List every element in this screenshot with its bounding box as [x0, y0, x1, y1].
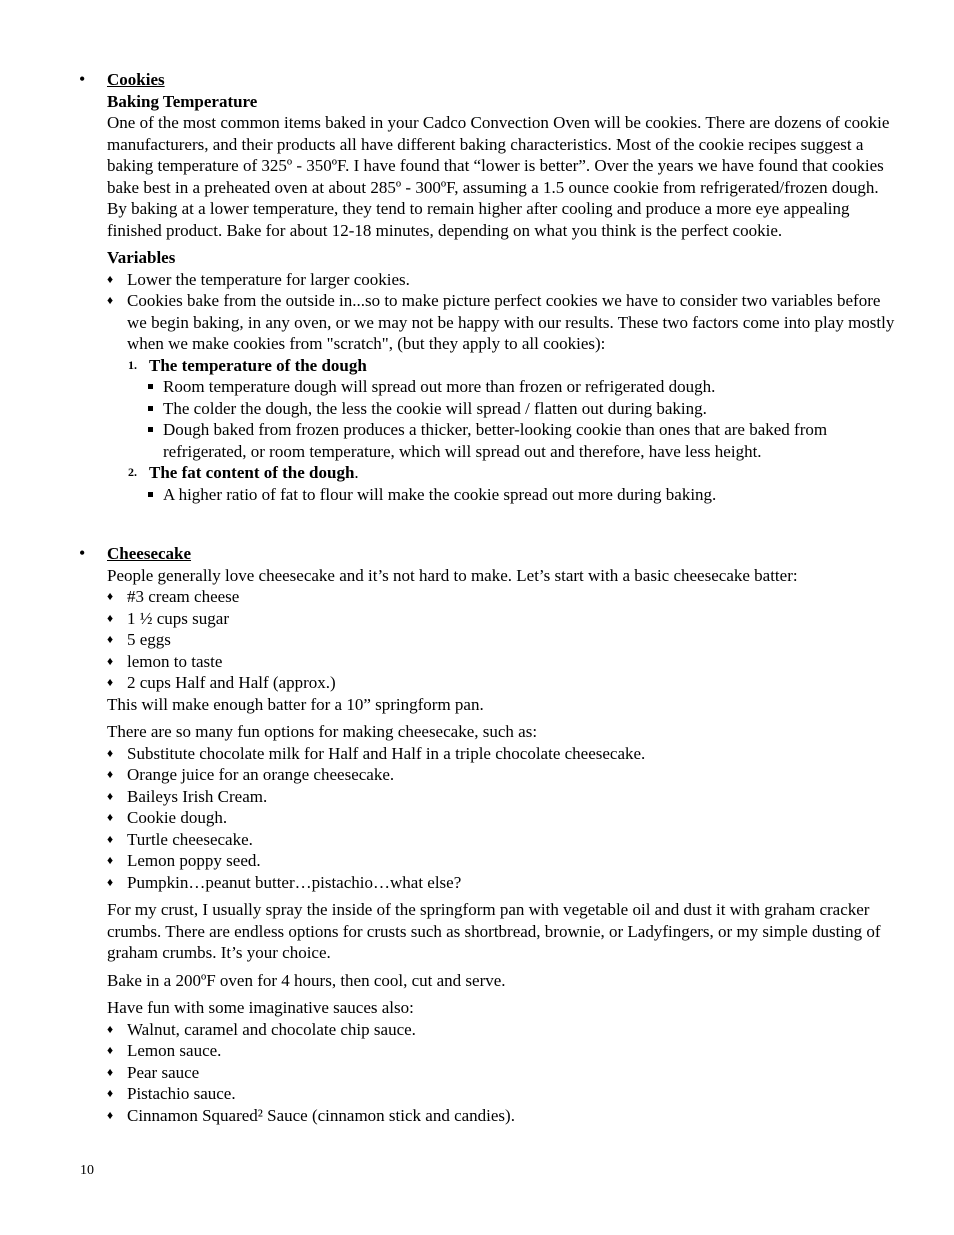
variables-list	[107, 269, 899, 355]
ingredient-item: ♦ 1 ½ cups sugar	[127, 608, 899, 630]
cheesecake-section	[79, 543, 899, 1126]
dough-factors-list	[107, 355, 899, 506]
option-item: ♦ Turtle cheesecake.	[127, 829, 899, 851]
bake-text: Bake in a 200ºF oven for 4 hours, then cool, cut and serve.	[107, 970, 506, 990]
sauces-intro: Have fun with some imaginative sauces also:	[107, 998, 414, 1017]
dough-factor-point: Dough baked from frozen produces a thicker, better-looking cookie than ones that are baked from refrigerated, or room temperature, which will spread out and therefore, have less height.	[163, 419, 899, 462]
dough-factor-heading: The temperature of the dough	[149, 355, 367, 375]
yield-text: This will make enough batter for a 10” springform pan.	[107, 694, 484, 714]
cookies-section	[79, 69, 899, 505]
cheesecake-intro: People generally love cheesecake and it’s not hard to make. Let’s start with a basic cheesecake batter:	[107, 565, 798, 585]
dough-factor-item	[128, 462, 899, 505]
sauce-item: ♦ Cinnamon Squared² Sauce (cinnamon stick and candies).	[127, 1105, 899, 1127]
section-bullet-icon: •	[79, 69, 86, 89]
sauce-item: ♦ Lemon sauce.	[127, 1040, 899, 1062]
cookies-title: Cookies	[107, 70, 165, 89]
dough-factor-heading: The fat content of the dough	[149, 463, 355, 482]
baking-temperature-heading: Baking Temperature	[107, 91, 258, 111]
option-item: ♦ Cookie dough.	[127, 807, 899, 829]
variables-item: ♦ Cookies bake from the outside in...so to make picture perfect cookies we have to consider two variables before we begin baking, in any oven, or we may not be happy with our results. These two factors come into play mostly when we make cookies from "scratch", (but they apply to all cookies):	[127, 290, 899, 355]
dough-factor-points	[149, 376, 899, 462]
dough-factor-point: Room temperature dough will spread out more than frozen or refrigerated dough.	[163, 376, 899, 398]
options-list	[107, 743, 899, 894]
section-bullet-icon: •	[79, 543, 86, 563]
options-intro: There are so many fun options for making cheesecake, such as:	[107, 722, 538, 741]
ingredient-item: ♦ lemon to taste	[127, 651, 899, 673]
page-number: 10	[80, 1163, 94, 1178]
option-item: ♦ Lemon poppy seed.	[127, 850, 899, 872]
ingredient-item: ♦ #3 cream cheese	[127, 586, 899, 608]
sauce-item: ♦ Walnut, caramel and chocolate chip sauce.	[127, 1019, 899, 1041]
dough-factor-points	[149, 484, 899, 506]
option-item: ♦ Substitute chocolate milk for Half and Half in a triple chocolate cheesecake.	[127, 743, 899, 765]
baking-temperature-text: One of the most common items baked in your Cadco Convection Oven will be cookies. There are dozens of cookie manufacturers, and their products all have different baking characteristics. Most of the cookie recipes suggest a baking temperature of 325º - 350ºF. I have found that “lower is better”. Over the years we have found that cookies bake best in a preheated oven at about 285º - 300ºF, assuming a 1.5 ounce cookie from refrigerated/frozen dough. By baking at a lower temperature, they tend to remain higher after cooling and produce a more eye appealing finished product. Bake for about 12-18 minutes, depending on what you think is the perfect cookie.	[107, 113, 890, 240]
ingredient-item: ♦ 5 eggs	[127, 629, 899, 651]
dough-factor-suffix: .	[354, 463, 359, 482]
option-item: ♦ Pumpkin…peanut butter…pistachio…what else?	[127, 872, 899, 894]
crust-text: For my crust, I usually spray the inside of the springform pan with vegetable oil and dust it with graham cracker crumbs. There are endless options for crusts such as shortbread, brownie, or Ladyfingers, or my simple dusting of graham crumbs. It’s your choice.	[107, 900, 881, 962]
sauce-item: ♦ Pear sauce	[127, 1062, 899, 1084]
dough-factor-point: The colder the dough, the less the cookie will spread / flatten out during baking.	[163, 398, 899, 420]
sauce-item: ♦ Pistachio sauce.	[127, 1083, 899, 1105]
option-item: ♦ Baileys Irish Cream.	[127, 786, 899, 808]
dough-factor-item	[128, 355, 899, 463]
option-item: ♦ Orange juice for an orange cheesecake.	[127, 764, 899, 786]
sauces-list	[107, 1019, 899, 1127]
dough-factor-point: A higher ratio of fat to flour will make the cookie spread out more during baking.	[163, 484, 899, 506]
ingredient-item: ♦ 2 cups Half and Half (approx.)	[127, 672, 899, 694]
variables-heading: Variables	[107, 248, 176, 267]
list-number: 1.	[128, 357, 137, 372]
variables-item: ♦ Lower the temperature for larger cookies.	[127, 269, 899, 291]
cheesecake-title: Cheesecake	[107, 544, 192, 563]
ingredients-list	[107, 586, 899, 694]
list-number: 2.	[128, 465, 137, 479]
